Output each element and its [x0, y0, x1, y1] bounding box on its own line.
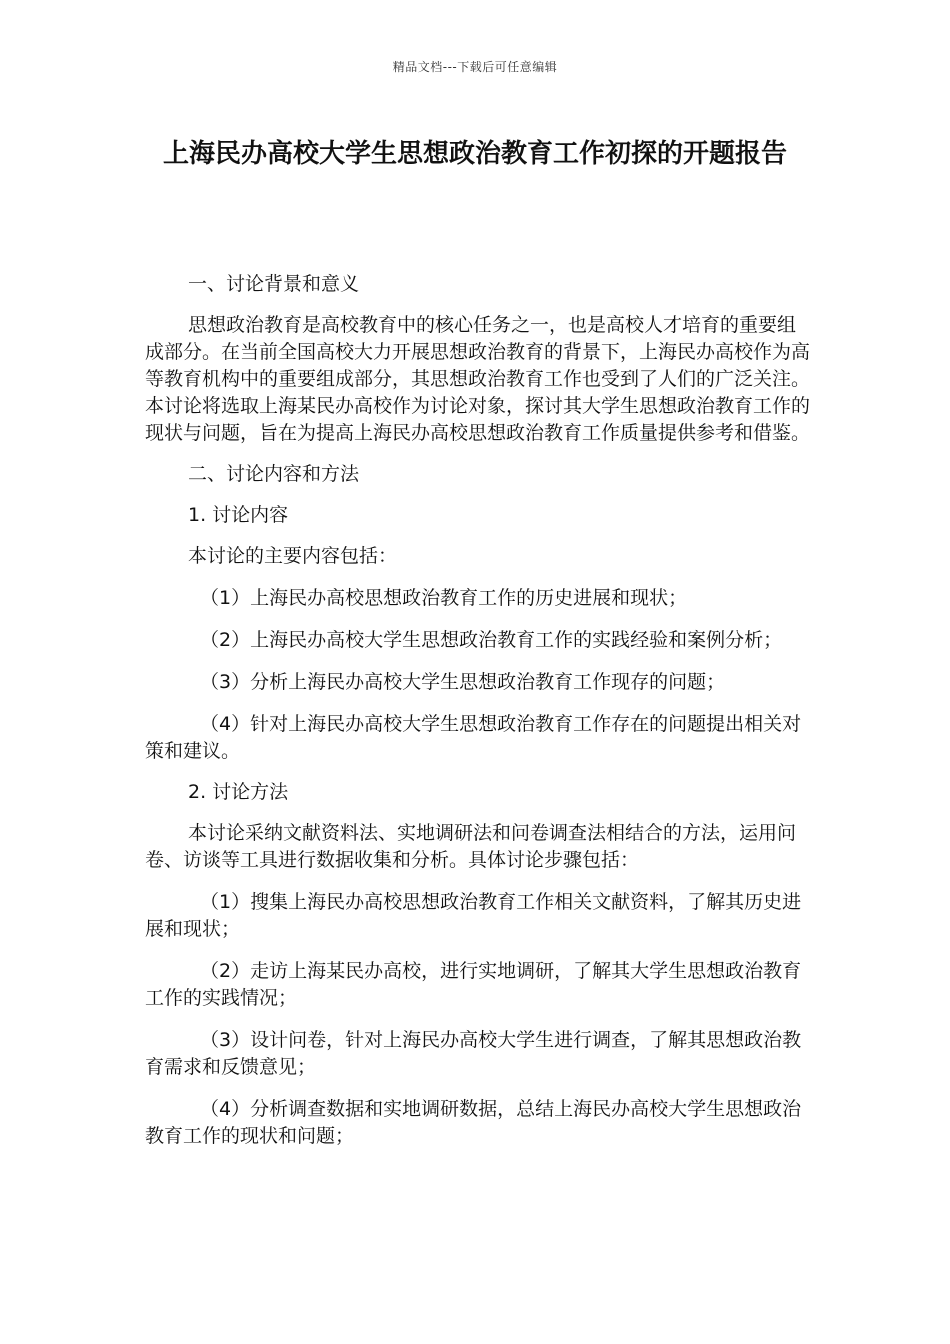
list-item: （3）设计问卷，针对上海民办高校大学生进行调查，了解其思想政治教育需求和反馈意见； [145, 1029, 802, 1078]
paragraph-content-intro: 本讨论的主要内容包括： [188, 545, 398, 567]
subheading-content: 1. 讨论内容 [188, 504, 289, 526]
list-item: （3）分析上海民办高校大学生思想政治教育工作现存的问题； [200, 671, 726, 693]
paragraph-method-intro: 本讨论采纳文献资料法、实地调研法和问卷调查法相结合的方法，运用问卷、访谈等工具进行数据收集和分析。具体讨论步骤包括： [145, 822, 797, 871]
section-heading-background: 一、讨论背景和意义 [188, 273, 360, 295]
list-item: （4）分析调查数据和实地调研数据，总结上海民办高校大学生思想政治教育工作的现状和问题； [145, 1098, 802, 1147]
section-heading-content-method: 二、讨论内容和方法 [188, 463, 360, 485]
document-title: 上海民办高校大学生思想政治教育工作初探的开题报告 [162, 139, 787, 169]
list-item: （1）搜集上海民办高校思想政治教育工作相关文献资料，了解其历史进展和现状； [145, 891, 802, 940]
list-item: （4）针对上海民办高校大学生思想政治教育工作存在的问题提出相关对策和建议。 [145, 713, 802, 762]
page-header-watermark: 精品文档---下载后可任意编辑 [392, 60, 558, 74]
document-body [145, 271, 813, 1150]
subheading-method: 2. 讨论方法 [188, 781, 289, 803]
list-item: （1）上海民办高校思想政治教育工作的历史进展和现状； [200, 587, 688, 609]
paragraph-background: 思想政治教育是高校教育中的核心任务之一，也是高校人才培育的重要组成部分。在当前全国高校大力开展思想政治教育的背景下，上海民办高校作为高等教育机构中的重要组成部分，其思想政治教育工作也受到了人们的广泛关注。本讨论将选取上海某民办高校作为讨论对象，探讨其大学生思想政治教育工作的现状与问题，旨在为提高上海民办高校思想政治教育工作质量提供参考和借鉴。 [145, 314, 811, 444]
list-item: （2）上海民办高校大学生思想政治教育工作的实践经验和案例分析； [200, 629, 783, 651]
list-item: （2）走访上海某民办高校，进行实地调研，了解其大学生思想政治教育工作的实践情况； [145, 960, 802, 1009]
